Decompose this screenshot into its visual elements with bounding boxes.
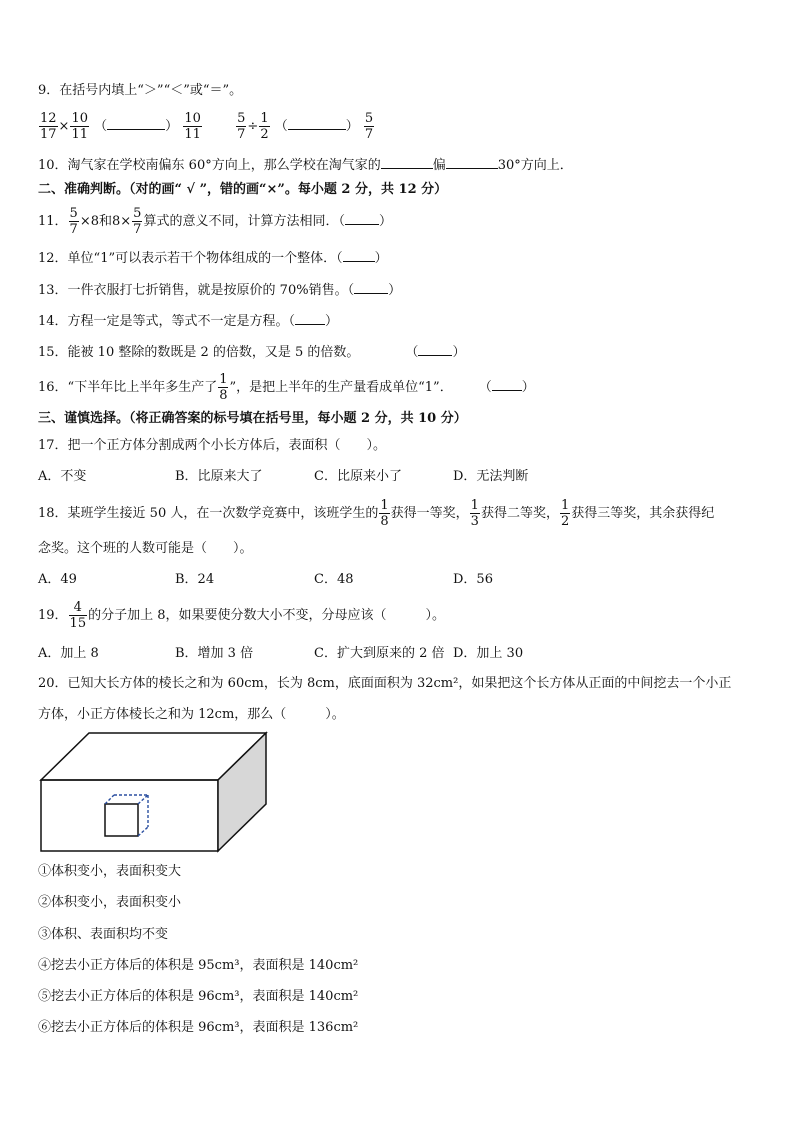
q16: 16．“下半年比上半年多生产了 $\frac{1}{8}$ ”，是把上半年的生产量看成单位“1”． （ ） [38,372,535,403]
fraction: $\frac{5}{7}$ [69,206,78,237]
option-c[interactable]: C．比原来小了 [314,469,402,484]
fraction: $\frac{5}{7}$ [133,206,142,237]
q20-line1: 20．已知大长方体的棱长之和为 60cm，长为 8cm，底面面积为 32cm²，如果把这个长方体从正面的中间挖去一个小正 [38,676,732,691]
answer-blank[interactable] [354,281,388,294]
q14: 14．方程一定是等式，等式不一定是方程。（ ） [38,314,339,329]
fraction: $\frac{5}{7}$ [364,111,374,142]
q9-expressions: $\frac{12}{17}$ × $\frac{10}{11}$ （ ） $\frac{10}{11}$ $\frac{5}{7}$ ÷ $\frac{1}{2}$ （ ） $\frac{5}{7}$ [40,111,374,142]
answer-blank[interactable] [295,312,325,325]
option-b[interactable]: B．比原来大了 [175,469,263,484]
q18-line2: 念奖。这个班的人数可能是（ ）。 [38,541,253,556]
fraction: $\frac{5}{7}$ [237,111,246,142]
fraction: $\frac{10}{11}$ [71,111,88,142]
small-cube-front [105,804,138,836]
cuboid-figure [38,730,270,854]
q13: 13．一件衣服打七折销售，就是按原价的 70%销售。（ ） [38,283,402,298]
option-d[interactable]: D．加上 30 [453,646,524,661]
fraction: $\frac{1}{8}$ [219,372,228,403]
q20-choice-6[interactable]: ⑥挖去小正方体后的体积是 96cm³，表面积是 136cm² [38,1020,359,1035]
q20-choice-3[interactable]: ③体积、表面积均不变 [38,927,169,942]
q11: 11． $\frac{5}{7}$ ×8和8× $\frac{5}{7}$ 算式的意义不同，计算方法相同．（ ） [38,206,392,237]
cuboid-side-face [218,733,266,851]
q17-prompt: 17．把一个正方体分割成两个小长方体后，表面积（ ）。 [38,438,387,453]
q19: 19． $\frac{4}{15}$ 的分子加上 8，如果要使分数大小不变，分母应该（ ）。 [38,600,445,631]
q9-prompt: 9．在括号内填上“＞”“＜”或“＝”。 [38,83,243,98]
q20-choice-1[interactable]: ①体积变小，表面积变大 [38,864,182,879]
option-b[interactable]: B．增加 3 倍 [175,646,254,661]
option-a[interactable]: A．49 [38,572,77,587]
q20-line2: 方体，小正方体棱长之和为 12cm，那么（ ）。 [38,707,345,722]
answer-blank[interactable] [107,117,165,130]
option-d[interactable]: D．56 [453,572,493,587]
answer-blank[interactable] [343,249,375,262]
answer-blank[interactable] [418,343,452,356]
q20-choice-2[interactable]: ②体积变小，表面积变小 [38,895,182,910]
answer-blank[interactable] [446,156,498,169]
small-cube-hidden-edges [105,795,148,836]
answer-blank[interactable] [345,212,379,225]
option-b[interactable]: B．24 [175,572,215,587]
section-heading: 二、准确判断。（对的画“ √ ”，错的画“×”。每小题 2 分，共 12 分） [38,182,448,197]
q20-choice-4[interactable]: ④挖去小正方体后的体积是 95cm³，表面积是 140cm² [38,958,359,973]
fraction: $\frac{12}{17}$ [40,111,57,142]
fraction: $\frac{1}{3}$ [470,498,479,529]
fraction: $\frac{10}{11}$ [184,111,201,142]
answer-blank[interactable] [492,378,522,391]
fraction: $\frac{4}{15}$ [69,600,87,631]
q15: 15．能被 10 整除的数既是 2 的倍数，又是 5 的倍数。 （ ） [38,345,466,360]
answer-blank[interactable] [288,117,346,130]
option-c[interactable]: C．扩大到原来的 2 倍 [314,646,445,661]
section-heading: 三、谨慎选择。（将正确答案的标号填在括号里，每小题 2 分，共 10 分） [38,411,467,426]
q10: 10．淘气家在学校南偏东 60°方向上，那么学校在淘气家的 偏 30°方向上． [38,158,573,173]
option-a[interactable]: A．不变 [38,469,87,484]
option-d[interactable]: D．无法判断 [453,469,529,484]
option-a[interactable]: A．加上 8 [38,646,99,661]
answer-blank[interactable] [381,156,433,169]
option-c[interactable]: C．48 [314,572,354,587]
q12: 12．单位“1”可以表示若干个物体组成的一个整体．（ ） [38,251,388,266]
q20-choice-5[interactable]: ⑤挖去小正方体后的体积是 96cm³，表面积是 140cm² [38,989,359,1004]
fraction: $\frac{1}{2}$ [560,498,570,529]
cuboid-front-face [41,780,218,851]
fraction: $\frac{1}{8}$ [380,498,389,529]
fraction: $\frac{1}{2}$ [260,111,269,142]
q18-line1: 18．某班学生接近 50 人，在一次数学竞赛中，该班学生的 $\frac{1}{8}$ 获得一等奖， $\frac{1}{3}$ 获得二等奖， $\frac{1}{2}$ 获得三等奖，其余获得纪 [38,498,715,529]
